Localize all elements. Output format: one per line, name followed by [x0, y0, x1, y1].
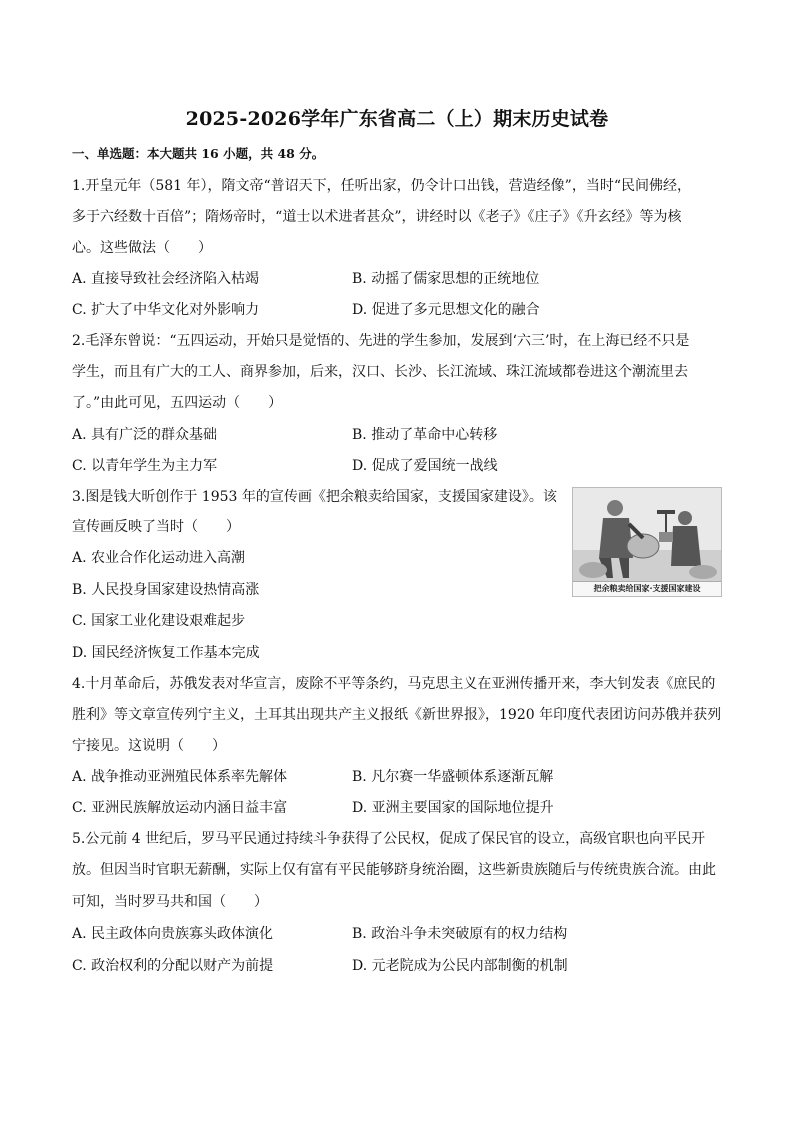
q4-option-d: D. 亚洲主要国家的国际地位提升 [352, 800, 554, 816]
poster-caption: 把余粮卖给国家·支援国家建设 [593, 584, 701, 593]
q2-line-3: 了。”由此可见，五四运动（ ） [72, 395, 283, 411]
q2-line-1: 2.毛泽东曾说：“五四运动，开始只是觉悟的、先进的学生参加，发展到‘六三’时，在上海已经不只是 [72, 333, 690, 349]
q5-option-d: D. 元老院成为公民内部制衡的机制 [352, 958, 568, 974]
q1-option-a: A. 直接导致社会经济陷入枯竭 [72, 271, 260, 287]
q5-line-1: 5.公元前 4 世纪后，罗马平民通过持续斗争获得了公民权，促成了保民官的设立，高级官职也向平民开 [72, 831, 706, 847]
q2-option-b: B. 推动了革命中心转移 [352, 427, 498, 443]
poster-illustration [573, 488, 721, 582]
q3-option-a: A. 农业合作化运动进入高潮 [72, 550, 246, 566]
q3-option-c: C. 国家工业化建设艰难起步 [72, 613, 246, 629]
q1-line-2: 多于六经数十百倍”；隋炀帝时，“道士以术进者甚众”，讲经时以《老子》《庄子》《升玄经》等为核 [72, 209, 682, 225]
q5-option-a: A. 民主政体向贵族寡头政体演化 [72, 926, 274, 942]
q5-line-3: 可知，当时罗马共和国（ ） [72, 894, 268, 910]
q4-line-3: 宁接见。这说明（ ） [72, 738, 226, 754]
q3-option-b: B. 人民投身国家建设热情高涨 [72, 582, 260, 598]
q4-line-1: 4.十月革命后，苏俄发表对华宣言，废除不平等条约，马克思主义在亚洲传播开来，李大钊发表《庶民的 [72, 676, 716, 692]
q2-option-a: A. 具有广泛的群众基础 [72, 427, 218, 443]
q3-line-1: 3.图是钱大昕创作于 1953 年的宣传画《把余粮卖给国家，支援国家建设》。该 [72, 489, 557, 505]
q2-line-2: 学生，而且有广大的工人、商界参加，后来，汉口、长沙、长江流域、珠江流域都卷进这个潮流里去 [72, 364, 688, 380]
q2-option-c: C. 以青年学生为主力军 [72, 458, 218, 474]
q5-option-b: B. 政治斗争未突破原有的权力结构 [352, 926, 568, 942]
section-heading: 一、单选题：本大题共 16 小题，共 48 分。 [72, 146, 325, 161]
q1-option-d: D. 促进了多元思想文化的融合 [352, 302, 540, 318]
q4-line-2: 胜利》等文章宣传列宁主义，土耳其出现共产主义报纸《新世界报》，1920 年印度代表团访问苏俄并获列 [72, 707, 722, 723]
exam-title: 2025-2026学年广东省高二（上）期末历史试卷 [185, 108, 609, 130]
q1-line-3: 心。这些做法（ ） [72, 240, 212, 256]
q3-option-d: D. 国民经济恢复工作基本完成 [72, 645, 260, 661]
q2-option-d: D. 促成了爱国统一战线 [352, 458, 498, 474]
q5-line-2: 放。但因当时官职无薪酬，实际上仅有富有平民能够跻身统治圈，这些新贵族随后与传统贵族合流。由此 [72, 862, 716, 878]
q1-option-c: C. 扩大了中华文化对外影响力 [72, 302, 260, 318]
propaganda-poster-image [572, 487, 722, 597]
q1-line-1: 1.开皇元年（581 年），隋文帝“普诏天下，任听出家，仍令计口出钱，营造经像”，当时“民间佛经， [72, 178, 691, 194]
q4-option-b: B. 凡尔赛一华盛顿体系逐渐瓦解 [352, 769, 554, 785]
q5-option-c: C. 政治权利的分配以财产为前提 [72, 958, 274, 974]
q4-option-a: A. 战争推动亚洲殖民体系率先解体 [72, 769, 288, 785]
q1-option-b: B. 动摇了儒家思想的正统地位 [352, 271, 540, 287]
q3-line-2: 宣传画反映了当时（ ） [72, 519, 240, 535]
q4-option-c: C. 亚洲民族解放运动内涵日益丰富 [72, 800, 288, 816]
